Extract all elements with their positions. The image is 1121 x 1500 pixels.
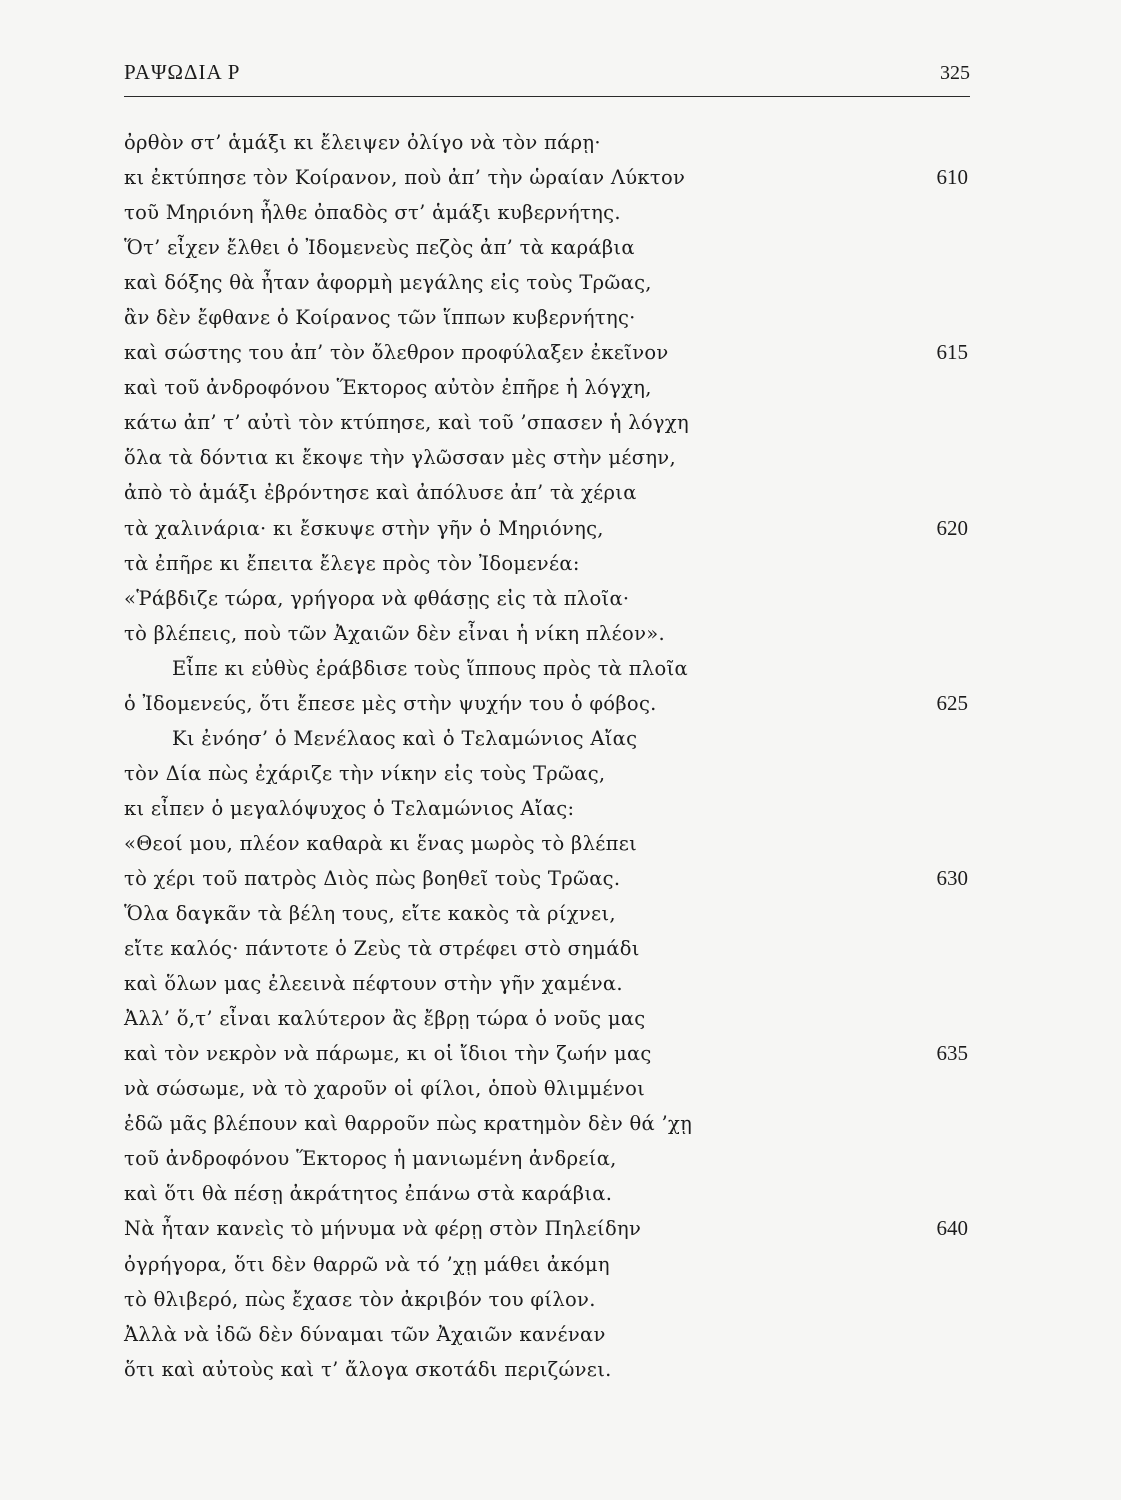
verse-text: τὸ χέρι τοῦ πατρὸς Διὸς πὼς βοηθεῖ τοὺς Τρῶας.: [124, 866, 621, 890]
verse-text: ἐδῶ μᾶς βλέπουν καὶ θαρροῦν πὼς κρατημὸν δὲν θά ’χῃ: [124, 1112, 693, 1136]
verse-line: [124, 125, 970, 160]
verse-line: [124, 1036, 970, 1071]
running-head: [124, 60, 970, 90]
verse-line: [124, 1141, 970, 1176]
verse-text: κάτω ἀπ’ τ’ αὐτὶ τὸν κτύπησε, καὶ τοῦ ’σπασεν ἡ λόγχη: [124, 411, 689, 435]
verse-line: [124, 1247, 970, 1282]
verse-block: [124, 125, 970, 1387]
verse-text: τὰ χαλινάρια· κι ἔσκυψε στὴν γῆν ὁ Μηριόνης,: [124, 516, 604, 540]
verse-line: [124, 1352, 970, 1387]
line-number: 640: [936, 1216, 968, 1241]
line-number: 610: [936, 165, 968, 190]
verse-line: [124, 581, 970, 616]
verse-line: [124, 966, 970, 1001]
verse-line: [124, 335, 970, 370]
verse-text: τὰ ἐπῆρε κι ἔπειτα ἔλεγε πρὸς τὸν Ἰδομενέα:: [124, 551, 580, 575]
verse-line: [124, 756, 970, 791]
verse-line: [124, 651, 970, 686]
verse-text: τὸν Δία πὼς ἐχάριζε τὴν νίκην εἰς τοὺς Τρῶας,: [124, 761, 606, 785]
line-number: 635: [936, 1041, 968, 1066]
verse-text: ὁ Ἰδομενεύς, ὅτι ἔπεσε μὲς στὴν ψυχήν του ὁ φόβος.: [124, 691, 657, 715]
verse-line: [124, 405, 970, 440]
verse-line: [124, 1317, 970, 1352]
verse-line: [124, 160, 970, 195]
verse-text: Νὰ ἦταν κανεὶς τὸ μήνυμα νὰ φέρῃ στὸν Πηλείδην: [124, 1217, 642, 1241]
verse-text: Ὅλα δαγκᾶν τὰ βέλη τους, εἴτε κακὸς τὰ ρίχνει,: [124, 902, 616, 926]
verse-text: καὶ ὅλων μας ἐλεεινὰ πέφτουν στὴν γῆν χαμένα.: [124, 972, 623, 996]
verse-line: [124, 896, 970, 931]
verse-text: Ὅτ’ εἶχεν ἔλθει ὁ Ἰδομενεὺς πεζὸς ἀπ’ τὰ καράβια: [124, 236, 635, 260]
verse-text: καὶ σώστης του ἀπ’ τὸν ὄλεθρον προφύλαξεν ἐκεῖνον: [124, 341, 669, 365]
verse-text: νὰ σώσωμε, νὰ τὸ χαροῦν οἱ φίλοι, ὁποὺ θλιμμένοι: [124, 1077, 646, 1101]
verse-line: [124, 230, 970, 265]
verse-text: εἴτε καλός· πάντοτε ὁ Ζεὺς τὰ στρέφει στὸ σημάδι: [124, 937, 640, 961]
header-rule: [124, 96, 970, 97]
verse-text: Ἀλλὰ νὰ ἰδῶ δὲν δύναμαι τῶν Ἀχαιῶν κανέναν: [124, 1322, 606, 1346]
verse-text: καὶ δόξης θὰ ἦταν ἀφορμὴ μεγάλης εἰς τοὺς Τρῶας,: [124, 271, 652, 295]
verse-line: [124, 826, 970, 861]
verse-line: [124, 440, 970, 475]
running-title: ΡΑΨΩΔΙΑ Ρ: [124, 60, 241, 84]
verse-text: ὀρθὸν στ’ ἁμάξι κι ἔλειψεν ὀλίγο νὰ τὸν πάρῃ·: [124, 131, 601, 154]
verse-line: [124, 931, 970, 966]
verse-line: [124, 861, 970, 896]
verse-text: καὶ τοῦ ἀνδροφόνου Ἕκτορος αὐτὸν ἐπῆρε ἡ λόγχη,: [124, 376, 652, 400]
verse-text: Κι ἐνόησ’ ὁ Μενέλαος καὶ ὁ Τελαμώνιος Αἴας: [172, 726, 638, 750]
verse-line: [124, 1106, 970, 1141]
verse-text: κι ἐκτύπησε τὸν Κοίρανον, ποὺ ἀπ’ τὴν ὡραίαν Λύκτον: [124, 166, 686, 190]
verse-line: [124, 721, 970, 756]
verse-line: [124, 546, 970, 581]
verse-text: τοῦ Μηριόνη ἦλθε ὀπαδὸς στ’ ἁμάξι κυβερνήτης.: [124, 201, 621, 225]
verse-line: [124, 1282, 970, 1317]
verse-text: ὅλα τὰ δόντια κι ἔκοψε τὴν γλῶσσαν μὲς στὴν μέσην,: [124, 446, 676, 470]
verse-line: [124, 300, 970, 335]
verse-text: Εἶπε κι εὐθὺς ἐράβδισε τοὺς ἵππους πρὸς τὰ πλοῖα: [172, 656, 688, 680]
verse-text: τὸ θλιβερό, πὼς ἔχασε τὸν ἀκριβόν του φίλον.: [124, 1287, 596, 1311]
verse-text: καὶ τὸν νεκρὸν νὰ πάρωμε, κι οἱ ἴδιοι τὴν ζωήν μας: [124, 1042, 652, 1066]
verse-text: τοῦ ἀνδροφόνου Ἕκτορος ἡ μανιωμένη ἀνδρεία,: [124, 1147, 617, 1171]
verse-line: [124, 1211, 970, 1246]
verse-text: καὶ ὅτι θὰ πέσῃ ἀκράτητος ἐπάνω στὰ καράβια.: [124, 1182, 613, 1206]
verse-line: [124, 1001, 970, 1036]
verse-line: [124, 791, 970, 826]
verse-line: [124, 370, 970, 405]
verse-line: [124, 616, 970, 651]
line-number: 615: [936, 340, 968, 365]
verse-line: [124, 1071, 970, 1106]
line-number: 620: [936, 515, 968, 540]
verse-text: ὀγρήγορα, ὅτι δὲν θαρρῶ νὰ τό ’χῃ μάθει ἀκόμη: [124, 1252, 610, 1276]
verse-line: [124, 265, 970, 300]
verse-line: [124, 1176, 970, 1211]
verse-line: [124, 686, 970, 721]
verse-text: «Ῥάβδιζε τώρα, γρήγορα νὰ φθάσῃς εἰς τὰ πλοῖα·: [124, 586, 630, 610]
verse-text: ὅτι καὶ αὐτοὺς καὶ τ’ ἄλογα σκοτάδι περιζώνει.: [124, 1357, 612, 1381]
line-number: 630: [936, 865, 968, 890]
verse-text: Ἀλλ’ ὅ,τ’ εἶναι καλύτερον ἂς ἔβρῃ τώρα ὁ νοῦς μας: [124, 1007, 646, 1031]
verse-line: [124, 475, 970, 510]
verse-text: τὸ βλέπεις, ποὺ τῶν Ἀχαιῶν δὲν εἶναι ἡ νίκη πλέον».: [124, 621, 665, 645]
verse-text: ἂν δὲν ἔφθανε ὁ Κοίρανος τῶν ἵππων κυβερνήτης·: [124, 306, 636, 330]
verse-line: [124, 511, 970, 546]
verse-text: ἀπὸ τὸ ἁμάξι ἐβρόντησε καὶ ἀπόλυσε ἀπ’ τὰ χέρια: [124, 481, 637, 505]
page-number: 325: [940, 62, 970, 84]
line-number: 625: [936, 690, 968, 715]
verse-text: «Θεοί μου, πλέον καθαρὰ κι ἕνας μωρὸς τὸ βλέπει: [124, 831, 638, 855]
verse-line: [124, 195, 970, 230]
verse-text: κι εἶπεν ὁ μεγαλόψυχος ὁ Τελαμώνιος Αἴας:: [124, 796, 575, 820]
